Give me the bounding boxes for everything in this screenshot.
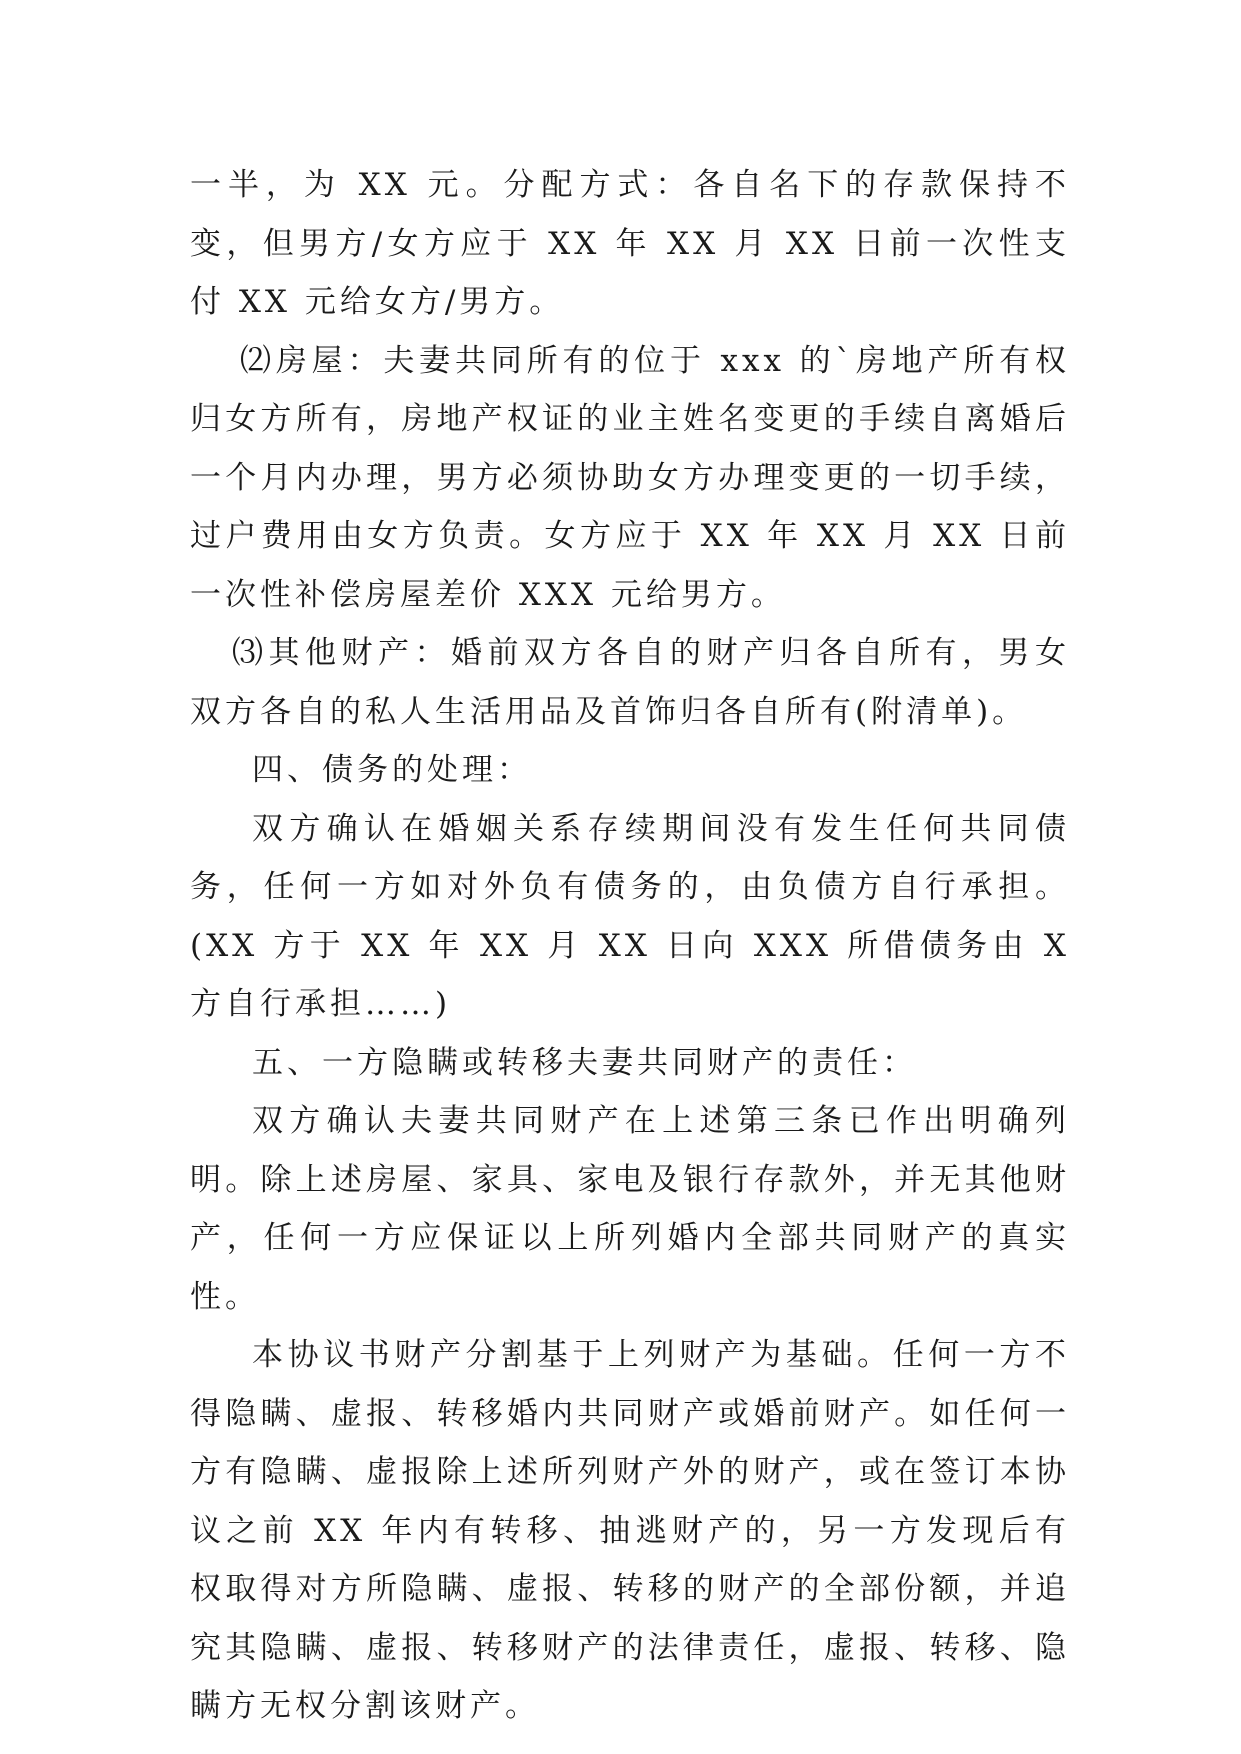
paragraph-other-property: ⑶其他财产：婚前双方各自的财产归各自所有，男女双方各自的私人生活用品及首饰归各自所有(附清单)。	[190, 635, 1070, 730]
paragraph-property-division-basis: 本协议书财产分割基于上列财产为基础。任何一方不得隐瞒、虚报、转移婚内共同财产或婚前财产。如任何一方有隐瞒、虚报除上述所列财产外的财产，或在签订本协议之前 XX 年内有转移、抽逃财产的，另一方发现后有权取得对方所隐瞒、虚报、转移的财产的全部份额，并追究其隐瞒、虚报、转移财产的法律责任，虚报、转移、隐瞒方无权分割该财产。	[190, 1337, 1070, 1724]
paragraph-savings-continuation: 一半，为 XX 元。分配方式：各自名下的存款保持不变，但男方/女方应于 XX 年 XX 月 XX 日前一次性支付 XX 元给女方/男方。	[190, 167, 1070, 320]
paragraph-house: ⑵房屋：夫妻共同所有的位于 xxx 的`房地产所有权归女方所有，房地产权证的业主姓名变更的手续自离婚后一个月内办理，男方必须协助女方办理变更的一切手续，过户费用由女方负责。女方应于 XX 年 XX 月 XX 日前一次性补偿房屋差价 XXX 元给男方。	[190, 342, 1070, 613]
section-heading-debts: 四、债务的处理：	[252, 752, 532, 788]
section-heading-concealment: 五、一方隐瞒或转移夫妻共同财产的责任：	[252, 1044, 917, 1081]
paragraph-debts: 双方确认在婚姻关系存续期间没有发生任何共同债务，任何一方如对外负有债务的，由负债方自行承担。(XX 方于 XX 年 XX 月 XX 日向 XXX 所借债务由 X 方自行承担……)	[190, 810, 1070, 1022]
document-body	[190, 156, 1070, 1736]
paragraph-joint-property-confirmation: 双方确认夫妻共同财产在上述第三条已作出明确列明。除上述房屋、家具、家电及银行存款外，并无其他财产，任何一方应保证以上所列婚内全部共同财产的真实性。	[190, 1103, 1070, 1315]
